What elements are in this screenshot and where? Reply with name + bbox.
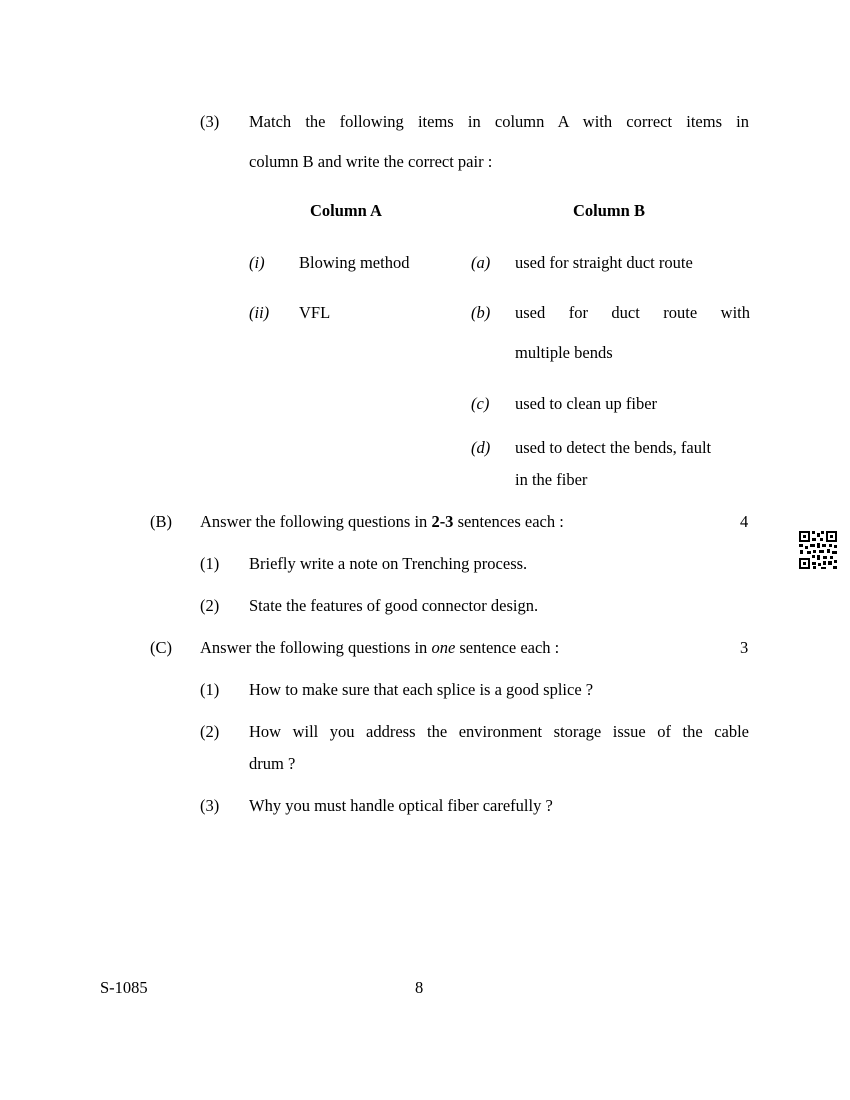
section-b-marks: 4 bbox=[740, 512, 749, 531]
section-c-marks: 3 bbox=[740, 638, 749, 657]
item-number: (2) bbox=[200, 596, 220, 615]
section-c-label: (C) bbox=[150, 638, 172, 657]
item-text: How to make sure that each splice is a good splice ? bbox=[249, 680, 594, 699]
instruction-italic: one bbox=[431, 638, 456, 657]
column-b-item-text-continued: multiple bends bbox=[515, 343, 613, 362]
question-text-line-2: column B and write the correct pair : bbox=[249, 152, 493, 171]
question-number: (3) bbox=[200, 112, 220, 131]
column-b-item-number: (b) bbox=[471, 303, 491, 322]
item-number: (1) bbox=[200, 680, 220, 699]
section-b-label: (B) bbox=[150, 512, 172, 531]
instruction-prefix: Answer the following questions in bbox=[200, 512, 428, 531]
item-text-continued: drum ? bbox=[249, 754, 296, 773]
column-b-item-text: used to clean up fiber bbox=[515, 394, 658, 413]
item-text: Briefly write a note on Trenching process. bbox=[249, 554, 528, 573]
column-b-item-number: (d) bbox=[471, 438, 491, 457]
column-b-item-text-continued: in the fiber bbox=[515, 470, 588, 489]
instruction-suffix: sentence each : bbox=[459, 638, 560, 657]
column-a-heading: Column A bbox=[310, 201, 382, 220]
column-b-item-text: used for duct route with bbox=[515, 303, 750, 322]
column-b-heading: Column B bbox=[573, 201, 645, 220]
page-number: 8 bbox=[415, 978, 424, 997]
instruction-prefix: Answer the following questions in bbox=[200, 638, 428, 657]
column-b-item-number: (a) bbox=[471, 253, 491, 272]
column-a-item-text: Blowing method bbox=[299, 253, 410, 272]
column-b-item-number: (c) bbox=[471, 394, 490, 413]
item-text: State the features of good connector design. bbox=[249, 596, 539, 615]
section-c-instruction bbox=[200, 638, 559, 658]
item-number: (3) bbox=[200, 796, 220, 815]
section-b-instruction bbox=[200, 512, 564, 532]
qr-code-icon bbox=[798, 530, 838, 570]
item-text: Why you must handle optical fiber carefully ? bbox=[249, 796, 553, 815]
column-b-item-text: used for straight duct route bbox=[515, 253, 693, 272]
column-a-item-number: (i) bbox=[249, 253, 265, 272]
column-a-item-number: (ii) bbox=[249, 303, 270, 322]
column-b-item-text: used to detect the bends, fault bbox=[515, 438, 712, 457]
instruction-suffix: sentences each : bbox=[457, 512, 564, 531]
item-number: (1) bbox=[200, 554, 220, 573]
item-number: (2) bbox=[200, 722, 220, 741]
question-text-line-1: Match the following items in column A with correct items in bbox=[249, 112, 749, 131]
item-text: How will you address the environment storage issue of the cable bbox=[249, 722, 749, 741]
column-a-item-text: VFL bbox=[299, 303, 331, 322]
paper-code: S-1085 bbox=[100, 978, 148, 997]
instruction-bold: 2-3 bbox=[431, 512, 454, 531]
